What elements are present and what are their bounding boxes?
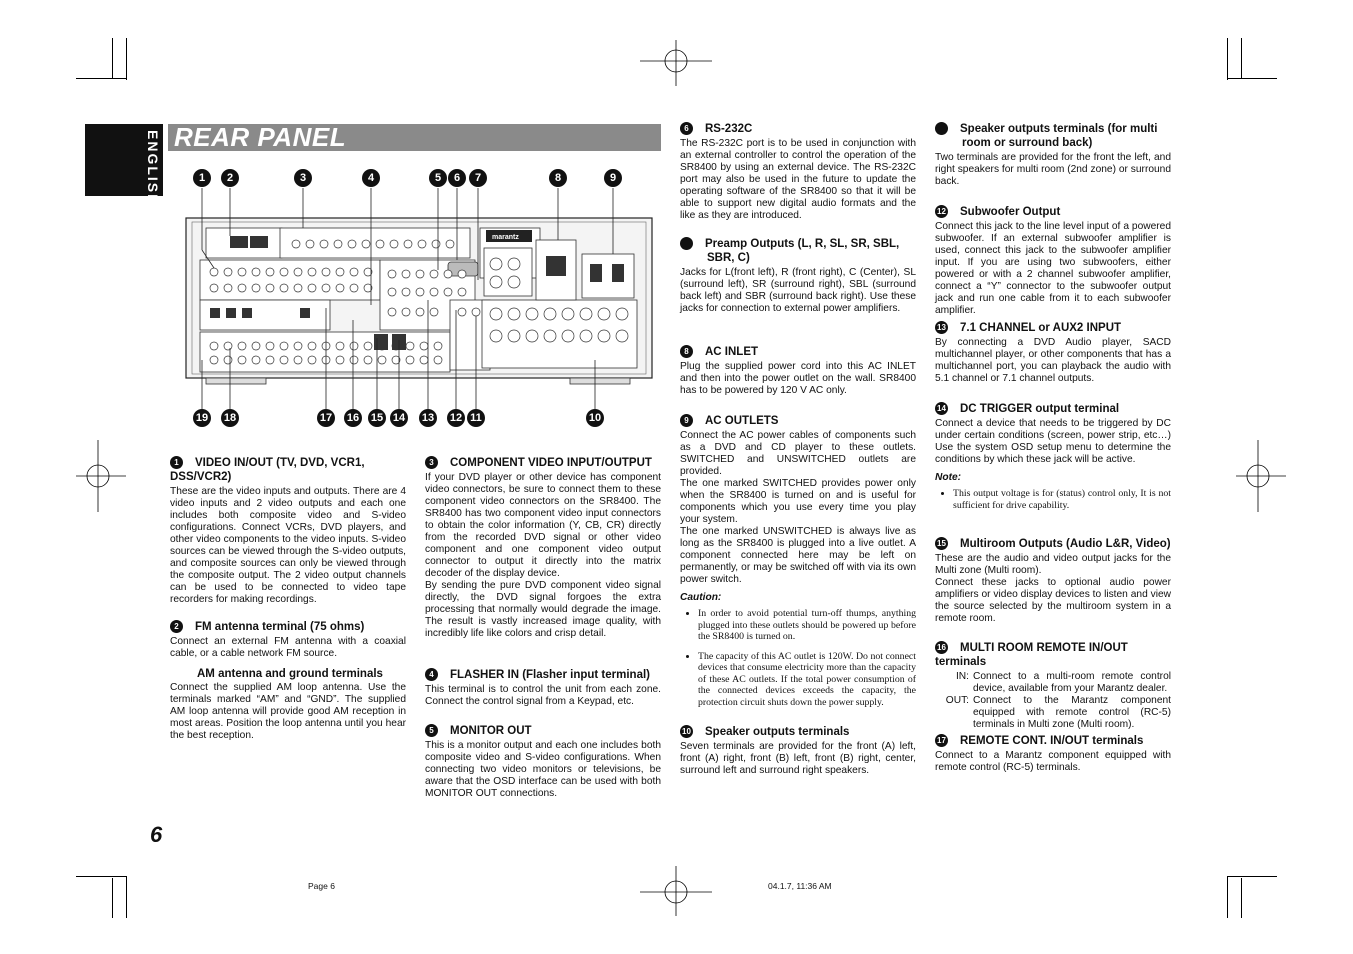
section-title: Subwoofer Output xyxy=(960,206,1061,218)
page-title: REAR PANEL xyxy=(174,122,347,152)
section-body: Connect to a multi-room remote control device, available from your Marantz dealer. xyxy=(973,671,1171,694)
section-title: Preamp Outputs (L, R, SL, SR, SBL, SBR, C) xyxy=(705,238,900,264)
sub-title: AM antenna and ground terminals xyxy=(197,668,383,680)
section-title: AC OUTLETS xyxy=(705,415,779,427)
callout-8: 8 xyxy=(549,169,567,187)
callout-4: 4 xyxy=(362,169,380,187)
crop-mark xyxy=(1227,876,1277,877)
registration-mark-right xyxy=(1236,440,1286,512)
title-bar xyxy=(168,124,661,151)
section-body: By connecting a DVD Audio player, SACD multichannel player, or other components that has a multichannel port, you can playback the audio with 5.1 channel or 7.1 channel outputs. xyxy=(935,337,1171,384)
section-title: MULTI ROOM REMOTE IN/OUT terminals xyxy=(935,642,1128,668)
registration-mark-left xyxy=(76,440,126,512)
section-15: 15 Multiroom Outputs (Audio L&R, Video) These are the audio and video output jacks for the Multi zone (Multi room). Connect these jacks to optional audio power amplifiers or video display devices to listen and view the source selected by the multiroom system in a remote room. xyxy=(935,538,1171,624)
section-title: Multiroom Outputs (Audio L&R, Video) xyxy=(960,538,1171,550)
section-body: These are the video inputs and outputs. There are 4 video inputs and 2 video outputs and each one includes both composite video and S-video configurations. Connect VCRs, DVD players, and other video components to the video inputs. S-video sources can be viewed through the S-video outputs, and composite sources can only be viewed through the composite output. The 2 video output channels can be used to be connected to video tape recorders for making recordings. xyxy=(170,486,406,605)
section-body: Connect these jacks to optional audio power amplifiers or video display devices to listen and view the source selected by the multiroom system in a remote room. xyxy=(935,577,1171,624)
section-title: MONITOR OUT xyxy=(450,725,532,737)
registration-mark-top xyxy=(640,40,712,86)
note-label: Note: xyxy=(935,472,962,483)
callout-12: 12 xyxy=(447,409,465,427)
page-label: Page 6 xyxy=(308,881,335,891)
callout-9: 9 xyxy=(604,169,622,187)
section-body: Connect the AC power cables of components such as a DVD and CD player to these outlets. SWITCHED and UNSWITCHED outlets are provided. xyxy=(680,430,916,477)
note-item: • This output voltage is for (status) control only, It is not sufficient for drive capability. xyxy=(953,488,1171,511)
crop-mark xyxy=(1227,876,1228,918)
section-3: 3 COMPONENT VIDEO INPUT/OUTPUT If your DVD player or other device has component video connectors, be sure to connect them to these component video connectors on the SR8400. The SR8400 has two component video input connectors to obtain the color information (Y, CB, CR) directly from the recorded DVD signal or other video component and one component video output connector to output it directly into the matrix decoder of the display device. By sending the pure DVD component video signal directly, the DVD signal forgoes the extra processing that normally would degrade the image. The result is vastly increased image quality, with incredibly life like colors and crisp detail. xyxy=(425,457,661,639)
section-9: 9 AC OUTLETS Connect the AC power cables of components such as a DVD and CD player to these outlets. SWITCHED and UNSWITCHED outlets are provided. The one marked SWITCHED provides power only when the SR8400 is turned on and is useful for components which you use every time you play your system. The one marked UNSWITCHED is always live as long as the SR8400 is plugged into a live outlet. A component connected here may be left on permanently, or may be switched off with via its own power switch. Caution: • In order to avoid potential turn-off thumps, anything plugged into these outlets should be powered up before the SR8400 is turned on. • The capacity of this AC outlet is 120W. Do not connect devices that consume electricity more than the capacity of these AC outlets. If the total power consumption of the connected devices exceeds the capacity, the protection circuit shuts down the power supply. xyxy=(680,414,916,716)
section-5: 5 MONITOR OUT This is a monitor output and each one includes both composite video and S-video configurations. When connecting two video monitors or televisions, be aware that the OSD interface can be used with both MONITOR OUT connections. xyxy=(425,725,661,799)
section-title: 7.1 CHANNEL or AUX2 INPUT xyxy=(960,322,1122,334)
section-body: Connect an external FM antenna with a coaxial cable, or a cable network FM source. xyxy=(170,636,406,659)
crop-mark xyxy=(76,876,126,877)
crop-mark xyxy=(1227,78,1277,79)
section-14: 14 DC TRIGGER output terminal Connect a device that needs to be triggered by DC under certain conditions (screen, power strip, etc…) Use the system OSD setup menu to determine the conditions by which these jack will be active. Note: • This output voltage is for (status) control only, It is not sufficient for drive capability. xyxy=(935,402,1171,519)
section-body: Two terminals are provided for the front the left, and right speakers for multi room (2nd zone) or surround back. xyxy=(935,152,1171,187)
section-title: DC TRIGGER output terminal xyxy=(960,403,1120,415)
callout-6: 6 xyxy=(448,169,466,187)
crop-mark xyxy=(1241,878,1242,918)
crop-mark xyxy=(126,38,127,80)
section-title: FM antenna terminal (75 ohms) xyxy=(195,621,365,633)
section-12: 12 Subwoofer Output Connect this jack to the line level input of a powered subwoofer. If an external subwoofer amplifier is used, connect this jack to the subwoofer amplifier input. If you are using two subwoofers, either powered or with a 2 channel subwoofer amplifier, connect a “Y” connector to the subwoofer output jack and run one cable from it to each subwoofer amplifier. xyxy=(935,206,1171,316)
crop-mark xyxy=(1241,38,1242,78)
section-title: REMOTE CONT. IN/OUT terminals xyxy=(960,735,1144,747)
language-tab: ENGLISH xyxy=(85,124,163,196)
callout-17: 17 xyxy=(317,409,335,427)
section-title: VIDEO IN/OUT (TV, DVD, VCR1, DSS/VCR2) xyxy=(170,457,365,483)
section-7: 7 Preamp Outputs (L, R, SL, SR, SBL, SBR, C) Jacks for L(front left), R (front right), C (Center), SL (surround left), SR (surround right), SBL (surround back left) and SBR (surround back right). Use these jacks for connection to external power amplifiers. xyxy=(670,238,916,314)
section-11: 11 Speaker outputs terminals (for multi room or surround back) Two terminals are provided for the front the left, and right speakers for multi room (2nd zone) or surround back. xyxy=(923,123,1171,187)
section-body: This terminal is to control the unit from each zone. Connect the control signal from a Keypad, etc. xyxy=(425,684,661,707)
section-13: 13 7.1 CHANNEL or AUX2 INPUT By connecting a DVD Audio player, SACD multichannel player, or other components that has a multichannel port, you can playback the audio with 5.1 channel or 7.1 channel outputs. xyxy=(935,322,1171,384)
callout-19: 19 xyxy=(193,409,211,427)
section-title: RS-232C xyxy=(705,123,753,135)
section-1: 1 VIDEO IN/OUT (TV, DVD, VCR1, DSS/VCR2) These are the video inputs and outputs. There are 4 video inputs and 2 video outputs and each one includes both composite video and S-video configurations. Connect VCRs, DVD players, and other video components to the video inputs. S-video sources can be viewed through the S-video outputs, and composite sources can only be viewed through the composite output. The 2 video output channels can be used to be connected to video tape recorders for making recordings. xyxy=(170,457,406,605)
callout-14: 14 xyxy=(390,409,408,427)
caution-item: • The capacity of this AC outlet is 120W. Do not connect devices that consume electricity more than the capacity of these AC outlets. If the total power consumption of the connected devices exceeds the capacity, the protection circuit shuts down the power supply. xyxy=(698,651,916,709)
timestamp: 04.1.7, 11:36 AM xyxy=(768,881,832,891)
callout-13: 13 xyxy=(419,409,437,427)
section-16: 16 MULTI ROOM REMOTE IN/OUT terminals IN: Connect to a multi-room remote control device, available from your Marantz dealer. OUT: Connect to the Marantz component equipped with remote control (RC-5) terminals in Multi zone (Multi room). xyxy=(935,642,1171,730)
crop-mark xyxy=(1227,38,1228,80)
callout-1: 1 xyxy=(193,169,211,187)
section-body: Connect to the Marantz component equipped with remote control (RC-5) terminals in Multi zone (Multi room). xyxy=(973,695,1171,730)
section-body: Seven terminals are provided for the front (A) left, front (A) right, front (B) left, front (B) right, center, surround left and surround right speakers. xyxy=(680,741,916,776)
registration-mark-bottom xyxy=(640,866,712,916)
section-body: Jacks for L(front left), R (front right), C (Center), SL (surround left), SR (surround right), SBL (surround back left) and SBR (surround back right). Use these jacks for connection to external power amplifiers. xyxy=(680,267,916,314)
caution-item: • In order to avoid potential turn-off thumps, anything plugged into these outlets should be powered up before the SR8400 is turned on. xyxy=(698,608,916,643)
callout-5: 5 xyxy=(429,169,447,187)
section-body: Connect the supplied AM loop antenna. Use the terminals marked “AM” and “GND”. The supplied AM loop antenna will provide good AM reception in most areas. Position the loop antenna until you hear the best reception. xyxy=(170,682,406,741)
section-body: This is a monitor output and each one includes both composite video and S-video configurations. When connecting two video monitors or televisions, be aware that the OSD interface can be used with both MONITOR OUT connections. xyxy=(425,740,661,799)
section-body: These are the audio and video output jacks for the Multi zone (Multi room). xyxy=(935,553,1171,576)
crop-mark xyxy=(126,876,127,918)
callout-11: 11 xyxy=(467,409,485,427)
section-8: 8 AC INLET Plug the supplied power cord into this AC INLET and then into the power outlet on the wall. SR8400 has to be powered by 120 V AC only. xyxy=(680,346,916,396)
callout-7: 7 xyxy=(469,169,487,187)
section-body: Connect to a Marantz component equipped with remote control (RC-5) terminals. xyxy=(935,750,1171,773)
section-title: Speaker outputs terminals xyxy=(705,726,850,738)
section-17: 17 REMOTE CONT. IN/OUT terminals Connect to a Marantz component equipped with remote control (RC-5) terminals. xyxy=(935,735,1171,773)
section-body: Connect this jack to the line level input of a powered subwoofer. If an external subwoofer amplifier is used, connect this jack to the subwoofer amplifier input. If you are using two subwoofers, either powered or with a 2 channel subwoofer amplifier, connect a “Y” connector to the subwoofer output jack and run one cable from it to each subwoofer amplifier. xyxy=(935,221,1171,316)
section-title: COMPONENT VIDEO INPUT/OUTPUT xyxy=(450,457,652,469)
crop-mark xyxy=(112,878,113,918)
section-10: 10 Speaker outputs terminals Seven terminals are provided for the front (A) left, front (A) right, front (B) left, front (B) right, center, surround left and surround right speakers. xyxy=(680,726,916,776)
svg-text:marantz: marantz xyxy=(492,234,519,241)
section-2: 2 FM antenna terminal (75 ohms) Connect an external FM antenna with a coaxial cable, or a cable network FM source. AM antenna and ground terminals Connect the supplied AM loop antenna. Use the terminals marked “AM” and “GND”. The supplied AM loop antenna will provide good AM reception in most areas. Position the loop antenna until you hear the best reception. xyxy=(170,621,406,741)
crop-mark xyxy=(76,78,126,79)
section-body: The RS-232C port is to be used in conjunction with an external controller to control the operation of the SR8400 by using an external device. The RS-232C port may also be used in the future to update the operating software of the SR8400 so that it will be able to support new digital audio formats and the like as they are introduced. xyxy=(680,138,916,221)
caution-label: Caution: xyxy=(680,592,722,603)
callout-3: 3 xyxy=(294,169,312,187)
section-title: Speaker outputs terminals (for multi room or surround back) xyxy=(960,123,1158,149)
page-number: 6 xyxy=(150,822,163,847)
section-4: 4 FLASHER IN (Flasher input terminal) This terminal is to control the unit from each zone. Connect the control signal from a Keypad, etc. xyxy=(425,669,661,707)
callout-10: 10 xyxy=(586,409,604,427)
section-title: FLASHER IN (Flasher input terminal) xyxy=(450,669,650,681)
section-body: Connect a device that needs to be triggered by DC under certain conditions (screen, power strip, etc…) Use the system OSD setup menu to determine the conditions by which these jack will be active. xyxy=(935,418,1171,465)
callout-15: 15 xyxy=(368,409,386,427)
section-body: Plug the supplied power cord into this AC INLET and then into the power outlet on the wall. SR8400 has to be powered by 120 V AC only. xyxy=(680,361,916,396)
callout-18: 18 xyxy=(221,409,239,427)
section-body: By sending the pure DVD component video signal directly, the DVD signal forgoes the extra processing that normally would degrade the image. The result is vastly increased image quality, with incredibly life like colors and crisp detail. xyxy=(425,580,661,639)
section-title: AC INLET xyxy=(705,346,759,358)
callout-2: 2 xyxy=(221,169,239,187)
callout-16: 16 xyxy=(344,409,362,427)
section-6: 6 RS-232C The RS-232C port is to be used in conjunction with an external controller to control the operation of the SR8400 by using an external device. The RS-232C port may also be used in the future to update the operating software of the SR8400 so that it will be able to support new digital audio formats and the like as they are introduced. xyxy=(680,123,916,221)
rear-panel-diagram xyxy=(170,160,662,430)
crop-mark xyxy=(112,38,113,78)
section-body: The one marked UNSWITCHED is always live as long as the SR8400 is plugged into a live outlet. A component connected here may be left on permanently, or may be switched off with via its own power switch. xyxy=(680,526,916,585)
section-body: If your DVD player or other device has component video connectors, be sure to connect them to these component video connectors on the SR8400. The SR8400 has two component video input connectors to obtain the color information (Y, CB, CR) directly from the recorded DVD signal or other video component and one component video output connector to output it directly into the matrix decoder of the display device. xyxy=(425,472,661,579)
section-body: The one marked SWITCHED provides power only when the SR8400 is turned on and is useful for components which you use every time you play your system. xyxy=(680,478,916,525)
